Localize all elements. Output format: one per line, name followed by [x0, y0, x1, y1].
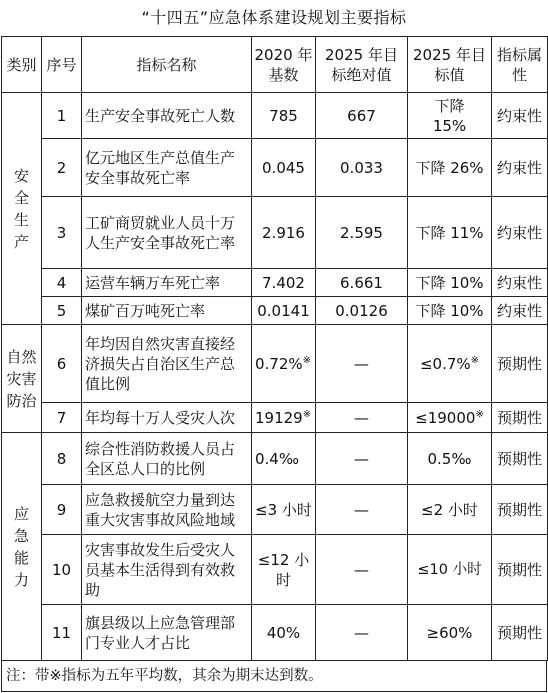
row-abs: — [316, 403, 408, 433]
row-name: 工矿商贸就业人员十万人生产安全事故死亡率 [82, 197, 252, 269]
row-name: 综合性消防救援人员占全区总人口的比例 [82, 433, 252, 485]
row-base: 0.4‰ [252, 433, 316, 485]
row-abs: 6.661 [316, 269, 408, 297]
header-target-2025: 2025 年目标值 [408, 37, 492, 93]
row-seq: 5 [42, 297, 82, 325]
row-target: 下降 11% [408, 197, 492, 269]
row-attr: 预期性 [492, 605, 548, 661]
indicator-table [1, 36, 548, 661]
category-label-line: 应 [13, 504, 29, 523]
row-abs: 2.595 [316, 197, 408, 269]
base-value: 19129 [255, 408, 303, 427]
table-row [2, 297, 548, 325]
target-value: ≤19000 [415, 408, 476, 427]
row-base: ≤3 小时 [252, 485, 316, 535]
header-target-abs-2025: 2025 年目标绝对值 [316, 37, 408, 93]
target-value: ≤0.7% [419, 354, 471, 373]
row-target: ≥60% [408, 605, 492, 661]
row-attr: 约束性 [492, 139, 548, 197]
table-row [2, 269, 548, 297]
row-target [408, 325, 492, 403]
category-label-line: 灾害 [6, 369, 37, 388]
row-seq: 6 [42, 325, 82, 403]
row-name: 运营车辆万车死亡率 [82, 269, 252, 297]
category-cell [2, 93, 42, 325]
row-target [408, 403, 492, 433]
category-label-line: 力 [13, 570, 29, 589]
category-label-line: 全 [13, 188, 29, 207]
row-base: 785 [252, 93, 316, 139]
row-base: 0.0141 [252, 297, 316, 325]
average-mark: ※ [470, 354, 480, 366]
row-attr: 预期性 [492, 433, 548, 485]
table-row [2, 605, 548, 661]
average-mark: ※ [302, 354, 312, 366]
row-abs: 0.0126 [316, 297, 408, 325]
row-base: 0.045 [252, 139, 316, 197]
average-mark: ※ [302, 408, 312, 420]
row-base: 40% [252, 605, 316, 661]
row-abs: — [316, 605, 408, 661]
category-cell [2, 325, 42, 433]
base-prefix: ≤12 小 [257, 550, 310, 569]
row-target: 下降 10% [408, 269, 492, 297]
row-target: ≤10 小时 [408, 535, 492, 605]
row-name: 年均因自然灾害直接经济损失占自治区生产总值比例 [82, 325, 252, 403]
row-attr: 约束性 [492, 269, 548, 297]
row-seq: 1 [42, 93, 82, 139]
target-rest: 15% [432, 116, 467, 135]
row-base [252, 535, 316, 605]
row-abs: — [316, 433, 408, 485]
row-abs: — [316, 485, 408, 535]
header-row [2, 37, 548, 93]
category-label-line: 自然 [6, 347, 37, 366]
category-label-line: 防治 [6, 391, 37, 410]
row-target: 下降 26% [408, 139, 492, 197]
category-label [4, 346, 39, 412]
row-attr: 约束性 [492, 197, 548, 269]
header-seq: 序号 [42, 37, 82, 93]
row-name: 煤矿百万吨死亡率 [82, 297, 252, 325]
row-seq: 11 [42, 605, 82, 661]
row-seq: 8 [42, 433, 82, 485]
row-base: 7.402 [252, 269, 316, 297]
category-label [4, 503, 39, 591]
row-attr: 预期性 [492, 485, 548, 535]
average-mark: ※ [475, 408, 484, 420]
base-rest: 时 [275, 570, 291, 589]
row-attr: 预期性 [492, 403, 548, 433]
row-abs: 0.033 [316, 139, 408, 197]
row-name: 应急救援航空力量到达重大灾害事故风险地域 [82, 485, 252, 535]
row-abs: — [316, 535, 408, 605]
row-name: 亿元地区生产总值生产安全事故死亡率 [82, 139, 252, 197]
row-attr: 约束性 [492, 297, 548, 325]
row-seq: 10 [42, 535, 82, 605]
row-seq: 3 [42, 197, 82, 269]
row-target: 下降 10% [408, 297, 492, 325]
row-seq: 7 [42, 403, 82, 433]
row-seq: 2 [42, 139, 82, 197]
table-title: “十四五”应急体系建设规划主要指标 [141, 8, 407, 27]
row-name: 旗县级以上应急管理部门专业人才占比 [82, 605, 252, 661]
row-seq: 4 [42, 269, 82, 297]
row-name: 年均每十万人受灾人次 [82, 403, 252, 433]
table-footnote: 注：带※指标为五年平均数，其余为期末达到数。 [1, 661, 547, 692]
row-attr: 预期性 [492, 535, 548, 605]
row-abs: — [316, 325, 408, 403]
row-target: ≤2 小时 [408, 485, 492, 535]
header-category: 类别 [2, 37, 42, 93]
category-label-line: 安 [13, 166, 29, 185]
table-row [2, 433, 548, 485]
row-target: 0.5‰ [408, 433, 492, 485]
category-label-line: 能 [13, 548, 29, 567]
target-prefix: 下降 [434, 96, 465, 115]
table-row [2, 93, 548, 139]
row-base: 2.916 [252, 197, 316, 269]
row-attr: 约束性 [492, 93, 548, 139]
table-row [2, 485, 548, 535]
category-label [4, 165, 39, 253]
row-base [252, 403, 316, 433]
table-row [2, 139, 548, 197]
category-label-line: 产 [13, 232, 29, 251]
row-seq: 9 [42, 485, 82, 535]
table-row [2, 535, 548, 605]
category-label-line: 生 [13, 210, 29, 229]
row-target [408, 93, 492, 139]
category-label-line: 急 [13, 526, 29, 545]
table-row [2, 403, 548, 433]
row-attr: 预期性 [492, 325, 548, 403]
row-base [252, 325, 316, 403]
header-attribute: 指标属性 [492, 37, 548, 93]
table-row [2, 325, 548, 403]
row-name: 灾害事故发生后受灾人员基本生活得到有效救助 [82, 535, 252, 605]
category-cell [2, 433, 42, 661]
header-name: 指标名称 [82, 37, 252, 93]
row-name: 生产安全事故死亡人数 [82, 93, 252, 139]
table-row [2, 197, 548, 269]
base-value: 0.72% [255, 354, 303, 373]
row-abs: 667 [316, 93, 408, 139]
header-base-2020: 2020 年基数 [252, 37, 316, 93]
